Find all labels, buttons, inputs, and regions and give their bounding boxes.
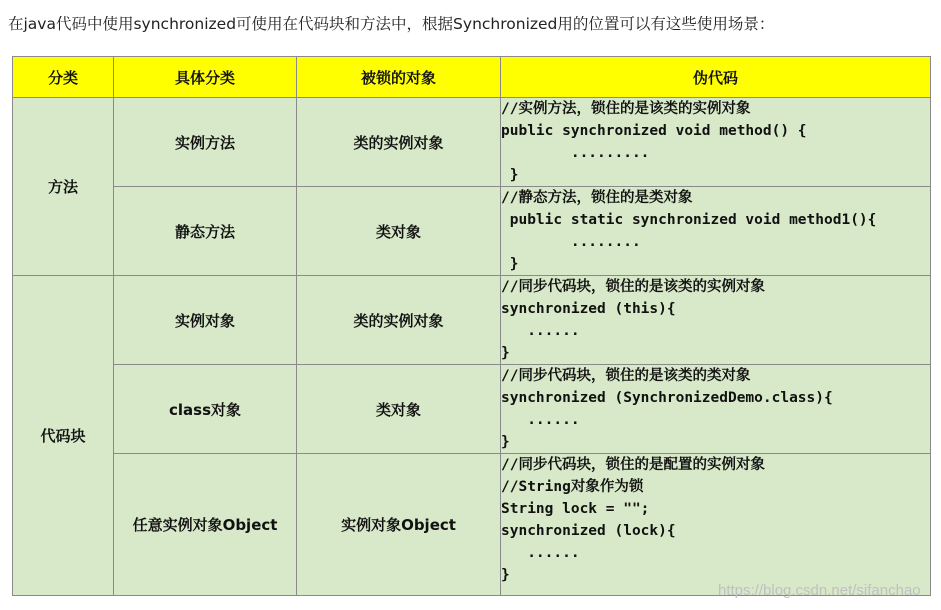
pseudocode-cell <box>501 98 931 187</box>
subcategory-cell: 实例对象 <box>114 276 297 365</box>
subcategory-cell: 静态方法 <box>114 187 297 276</box>
pseudocode-cell <box>501 187 931 276</box>
table-row <box>13 276 931 365</box>
category-cell: 代码块 <box>13 276 114 596</box>
code-line: synchronized (lock){ <box>501 523 676 539</box>
locked-object-cell: 实例对象Object <box>297 454 501 596</box>
code-line: ...... <box>501 412 580 428</box>
subcategory-cell: 实例方法 <box>114 98 297 187</box>
watermark-text: https://blog.csdn.net/sifanchao <box>718 582 921 599</box>
code-line: } <box>501 256 519 272</box>
table-row <box>13 365 931 454</box>
pseudocode-cell <box>501 454 931 596</box>
code-line: } <box>501 434 510 450</box>
category-cell: 方法 <box>13 98 114 276</box>
header-pseudocode: 伪代码 <box>501 57 931 98</box>
table-row <box>13 454 931 596</box>
code-line: //静态方法，锁住的是类对象 <box>501 190 693 206</box>
code-line: ...... <box>501 545 580 561</box>
intro-text: 在java代码中使用synchronized可使用在代码块和方法中，根据Synchronized用的位置可以有这些使用场景： <box>8 15 775 33</box>
code-line: String lock = ""; <box>501 501 650 517</box>
code-line: synchronized (SynchronizedDemo.class){ <box>501 390 833 406</box>
code-line: ...... <box>501 323 580 339</box>
code-line: } <box>501 167 519 183</box>
header-category: 分类 <box>13 57 114 98</box>
synchronized-usage-table <box>12 56 931 596</box>
table-row <box>13 98 931 187</box>
pseudocode-cell <box>501 365 931 454</box>
code-line: } <box>501 345 510 361</box>
code-line: //同步代码块，锁住的是配置的实例对象 <box>501 457 765 473</box>
locked-object-cell: 类对象 <box>297 365 501 454</box>
header-subcategory: 具体分类 <box>114 57 297 98</box>
subcategory-cell: class对象 <box>114 365 297 454</box>
code-line: //String对象作为锁 <box>501 479 644 495</box>
code-line: //同步代码块，锁住的是该类的类对象 <box>501 368 751 384</box>
code-line: ........ <box>501 234 641 250</box>
code-line: synchronized (this){ <box>501 301 676 317</box>
locked-object-cell: 类的实例对象 <box>297 98 501 187</box>
code-line: public static synchronized void method1(){ <box>501 212 877 228</box>
locked-object-cell: 类对象 <box>297 187 501 276</box>
code-line: //同步代码块，锁住的是该类的实例对象 <box>501 279 765 295</box>
code-line: ......... <box>501 145 650 161</box>
code-line: } <box>501 567 510 583</box>
header-row <box>13 57 931 98</box>
subcategory-cell: 任意实例对象Object <box>114 454 297 596</box>
locked-object-cell: 类的实例对象 <box>297 276 501 365</box>
header-locked-object: 被锁的对象 <box>297 57 501 98</box>
code-line: //实例方法，锁住的是该类的实例对象 <box>501 101 751 117</box>
table-row <box>13 187 931 276</box>
code-line: public synchronized void method() { <box>501 123 807 139</box>
pseudocode-cell <box>501 276 931 365</box>
